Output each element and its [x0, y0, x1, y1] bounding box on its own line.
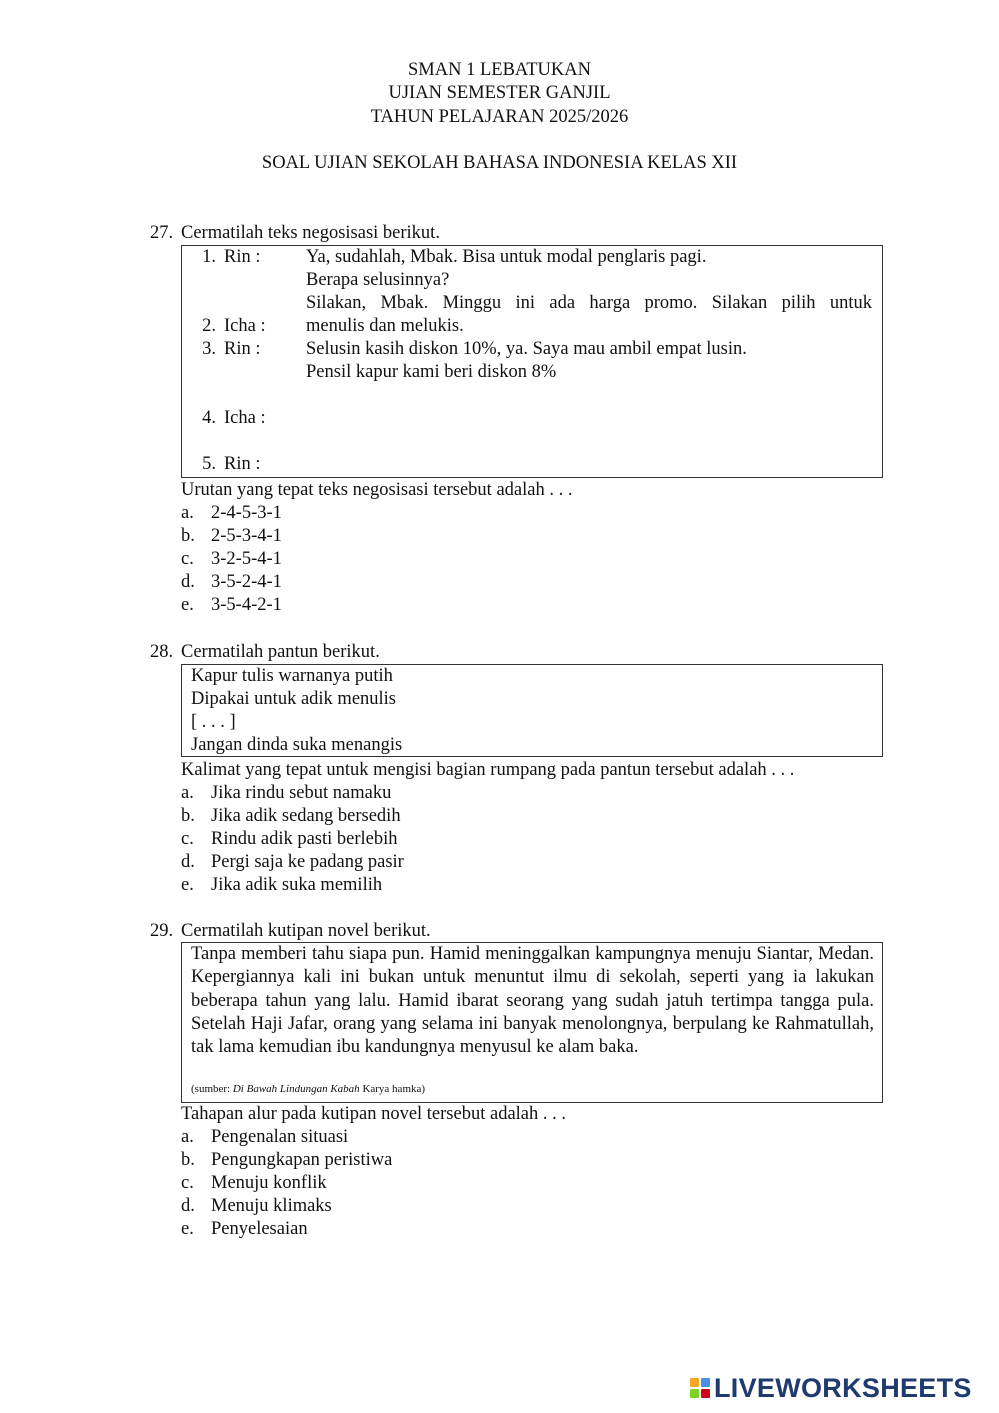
dialogue-speaker: Rin :: [224, 339, 261, 359]
logo-square: [701, 1389, 710, 1398]
negotiation-dialogue-box: [181, 245, 883, 478]
option-text: Penyelesaian: [211, 1219, 308, 1239]
dialogue-speaker: Icha :: [224, 408, 266, 428]
question-29-prompt: Cermatilah kutipan novel berikut.: [181, 921, 431, 941]
excerpt-source: [191, 1083, 425, 1095]
logo-squares-icon: [690, 1378, 710, 1398]
dialogue-speaker: Rin :: [224, 454, 261, 474]
dialogue-line: Silakan, Mbak. Minggu ini ada harga promo. Silakan pilih untuk: [306, 293, 872, 313]
source-prefix: (sumber:: [191, 1083, 233, 1095]
option-text: 3-2-5-4-1: [211, 549, 282, 569]
dialogue-line: Ya, sudahlah, Mbak. Bisa untuk modal penglaris pagi.: [306, 247, 707, 267]
novel-excerpt-box: [181, 942, 883, 1103]
question-28-prompt: Cermatilah pantun berikut.: [181, 642, 380, 662]
option-letter: e.: [181, 1219, 194, 1239]
option-letter: c.: [181, 1173, 194, 1193]
option-letter: d.: [181, 1196, 195, 1216]
question-27-number: 27.: [150, 223, 174, 243]
dialogue-number: 3.: [202, 339, 216, 359]
option-letter: d.: [181, 572, 195, 592]
option-text: Menuju konflik: [211, 1173, 327, 1193]
option-letter: a.: [181, 783, 194, 803]
subject-title: SOAL UJIAN SEKOLAH BAHASA INDONESIA KELAS XII: [261, 153, 738, 173]
option-letter: b.: [181, 526, 195, 546]
novel-excerpt-text: Tanpa memberi tahu siapa pun. Hamid meninggalkan kampungnya menuju Siantar, Medan. Kepergiannya kali ini bukan untuk menuntut ilmu di sekolah, seperti yang ia lakukan beberapa tahun yang lalu. Hamid ibarat seorang yang sudah jatuh tertimpa tangga pula. Setelah Haji Jafar, orang yang selama ini banyak menolongnya, berpulang ke Rahmatullah, tak lama kemudian ibu kandungnya menyusul ke alam baka.: [191, 944, 874, 1058]
school-name: SMAN 1 LEBATUKAN: [408, 60, 591, 80]
option-text: Jika adik sedang bersedih: [211, 806, 401, 826]
option-letter: e.: [181, 875, 194, 895]
question-27-text: Urutan yang tepat teks negosisasi tersebut adalah . . .: [181, 480, 573, 500]
pantun-line: Dipakai untuk adik menulis: [191, 689, 397, 709]
option-letter: e.: [181, 595, 194, 615]
source-suffix: Karya hamka): [359, 1083, 426, 1095]
option-text: Pengungkapan peristiwa: [211, 1150, 393, 1170]
pantun-box: [181, 664, 883, 757]
dialogue-speaker: Icha :: [224, 316, 266, 336]
pantun-line: Kapur tulis warnanya putih: [191, 666, 393, 686]
option-letter: c.: [181, 549, 194, 569]
question-27-prompt: Cermatilah teks negosisasi berikut.: [181, 223, 440, 243]
academic-year: TAHUN PELAJARAN 2025/2026: [370, 107, 629, 127]
dialogue-line: menulis dan melukis.: [306, 316, 464, 336]
option-letter: a.: [181, 1127, 194, 1147]
logo-square: [690, 1378, 699, 1387]
pantun-line: [ . . . ]: [191, 712, 236, 732]
option-letter: b.: [181, 806, 195, 826]
pantun-line: Jangan dinda suka menangis: [191, 735, 403, 755]
option-text: 2-4-5-3-1: [211, 503, 282, 523]
dialogue-number: 4.: [202, 408, 216, 428]
dialogue-number: 5.: [202, 454, 216, 474]
liveworksheets-logo[interactable]: [690, 1372, 972, 1404]
question-29-number: 29.: [150, 921, 174, 941]
option-text: 2-5-3-4-1: [211, 526, 282, 546]
option-text: Jika adik suka memilih: [211, 875, 383, 895]
dialogue-number: 1.: [202, 247, 216, 267]
dialogue-number: 2.: [202, 316, 216, 336]
dialogue-line: Pensil kapur kami beri diskon 8%: [306, 362, 557, 382]
option-text: Rindu adik pasti berlebih: [211, 829, 398, 849]
option-letter: c.: [181, 829, 194, 849]
source-title: Di Bawah Lindungan Kabah: [232, 1083, 360, 1095]
logo-text: LIVEWORKSHEETS: [714, 1372, 972, 1403]
option-text: 3-5-2-4-1: [211, 572, 282, 592]
logo-square: [690, 1389, 699, 1398]
question-29-text: Tahapan alur pada kutipan novel tersebut adalah . . .: [181, 1104, 567, 1124]
option-letter: a.: [181, 503, 194, 523]
question-28-number: 28.: [150, 642, 174, 662]
option-letter: b.: [181, 1150, 195, 1170]
option-text: Menuju klimaks: [211, 1196, 332, 1216]
dialogue-line: Berapa selusinnya?: [306, 270, 450, 290]
option-text: Pergi saja ke padang pasir: [211, 852, 404, 872]
question-28-text: Kalimat yang tepat untuk mengisi bagian rumpang pada pantun tersebut adalah . . .: [181, 760, 795, 780]
dialogue-line: Selusin kasih diskon 10%, ya. Saya mau ambil empat lusin.: [306, 339, 747, 359]
option-text: Jika rindu sebut namaku: [211, 783, 392, 803]
dialogue-speaker: Rin :: [224, 247, 261, 267]
logo-square: [701, 1378, 710, 1387]
option-letter: d.: [181, 852, 195, 872]
option-text: Pengenalan situasi: [211, 1127, 349, 1147]
exam-title: UJIAN SEMESTER GANJIL: [388, 83, 611, 103]
option-text: 3-5-4-2-1: [211, 595, 282, 615]
